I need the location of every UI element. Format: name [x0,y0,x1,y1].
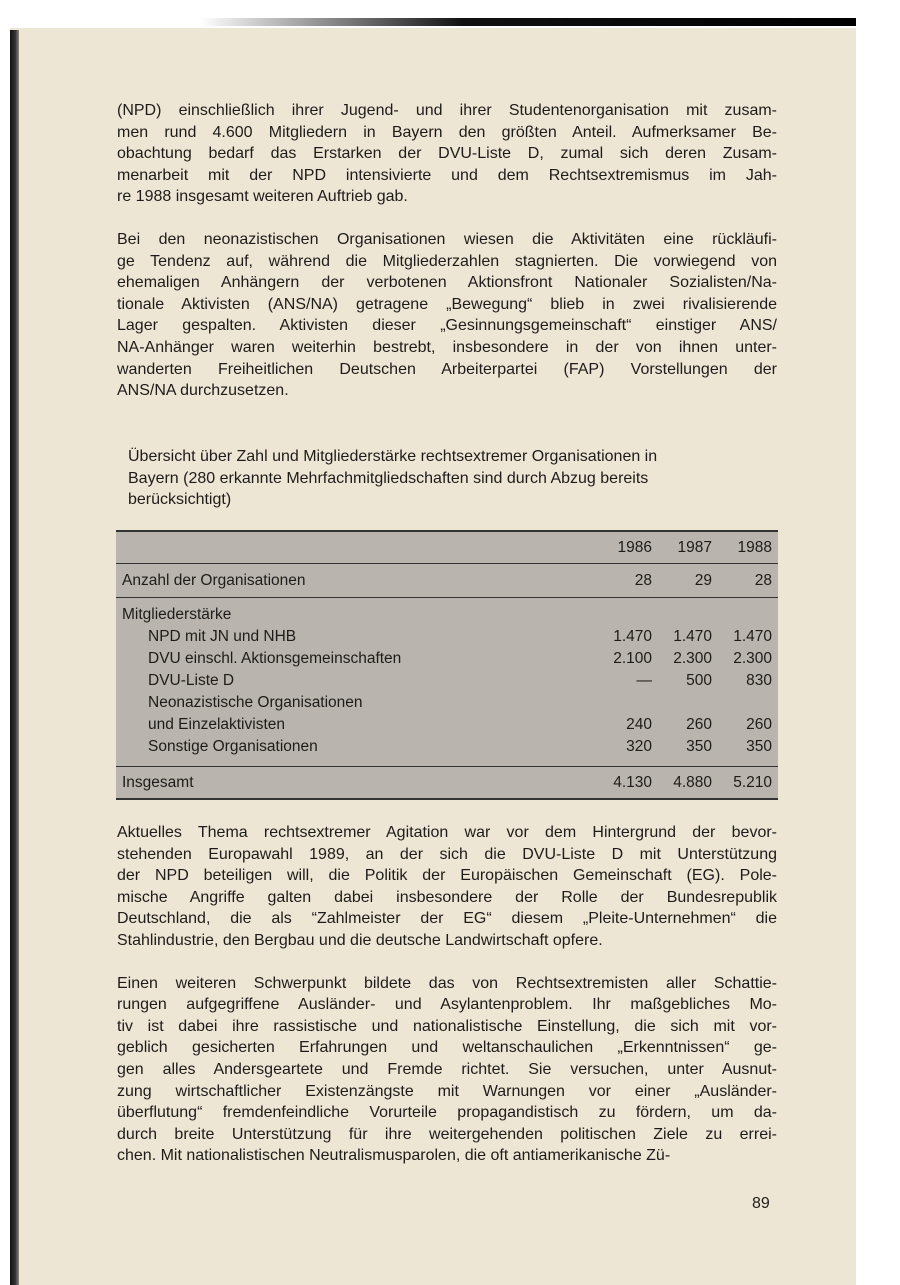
cell: — [636,672,652,689]
section-label-row [116,604,778,626]
table-row [116,563,778,597]
table-row [116,736,778,758]
cell: 350 [686,738,712,755]
text-line: mische Angriffe galten dabei insbesondere der Rolle der Bundesrepublik [117,888,777,906]
cell: 260 [686,716,712,733]
row-label: Anzahl der Organisationen [122,571,306,589]
text-line: überflutung“ fremdenfeindliche Vorurteile propagandistisch zu fördern, um da- [117,1104,777,1122]
text-line: gen alles Andersgeartete und Fremde richtet. Sie versuchen, unter Ausnut- [117,1060,777,1078]
text-line: Lager gespalten. Aktivisten dieser „Gesinnungsgemeinschaft“ einstiger ANS/ [117,317,777,335]
page-top-shadow [200,18,858,26]
paragraph [117,100,777,208]
cell: 28 [634,571,652,589]
table-caption [128,446,768,511]
text-line: der NPD beteiligen will, die Politik der Europäischen Gemeinschaft (EG). Pole- [117,867,777,885]
cell: 2.300 [673,650,712,667]
text-line: ehemaligen Anhängern der verbotenen Aktionsfront Nationaler Sozialisten/Na- [117,274,777,292]
cell: 1.470 [673,628,712,645]
membership-section [116,597,778,766]
year-header: 1987 [677,538,712,556]
page-number: 89 [752,1195,770,1212]
text-line: chen. Mit nationalistischen Neutralismusparolen, die oft antiamerikanische Zü- [117,1147,671,1165]
text-line: stehenden Europawahl 1989, an der sich die DVU-Liste D mit Unterstützung [117,845,777,863]
year-header: 1986 [617,538,652,556]
cell: 4.880 [673,773,712,791]
cell: 4.130 [613,773,652,791]
cell: 29 [694,571,712,589]
row-label: DVU einschl. Aktionsgemeinschaften [148,650,402,667]
cell: 500 [686,672,712,689]
text-line: re 1988 insgesamt weiteren Auftrieb gab. [117,188,408,206]
table-row [116,648,778,670]
cell: 1.470 [613,628,652,645]
cell: 1.470 [733,628,772,645]
cell: 260 [746,716,772,733]
row-label: NPD mit JN und NHB [148,628,297,645]
text-line: Stahlindustrie, den Bergbau und die deutsche Landwirtschaft opfere. [117,931,603,949]
row-label: Insgesamt [122,773,194,791]
text-line: ge Tendenz auf, während die Mitgliederzahlen stagnierten. Die vorwiegend von [117,252,777,270]
text-line: Aktuelles Thema rechtsextremer Agitation war vor dem Hintergrund der bevor- [117,824,777,841]
row-label: DVU-Liste D [148,672,235,689]
text-line: obachtung bedarf das Erstarken der DVU-Liste D, zumal sich deren Zusam- [117,145,777,163]
body-text-bottom [117,822,777,1167]
text-line: durch breite Unterstützung für ihre weitergehenden politischen Ziele zu errei- [117,1125,777,1143]
cell: 830 [746,672,772,689]
table-row [116,626,778,648]
text-line: men rund 4.600 Mitgliedern in Bayern den größten Anteil. Aufmerksamer Be- [117,123,777,141]
paragraph [117,822,777,952]
text-line: wanderten Freiheitlichen Deutschen Arbeiterpartei (FAP) Vorstellungen der [117,360,777,378]
text-line: Deutschland, die als “Zahlmeister der EG“ diesem „Pleite-Unternehmen“ die [117,910,777,928]
table-total-row [116,766,778,798]
text-line: menarbeit mit der NPD intensivierte und dem Rechtsextremismus im Jah- [117,166,777,184]
text-line: rungen aufgegriffene Ausländer- und Asylantenproblem. Ihr maßgebliches Mo- [117,996,777,1014]
text-line: NA-Anhänger waren weiterhin bestrebt, insbesondere in der von ihnen unter- [117,338,777,356]
text-line: Übersicht über Zahl und Mitgliederstärke rechtsextremer Organisationen in [128,448,658,465]
cell: 28 [754,571,772,589]
cell: 2.100 [613,650,652,667]
table-row [116,692,778,714]
cell: 320 [626,738,652,755]
text-line: tiv ist dabei ihre rassistische und nationalistische Einstellung, die sich mit vor- [117,1017,777,1035]
cell: 240 [626,716,652,733]
table-header-row [116,532,778,563]
scan-margin [856,18,900,1285]
row-label: Sonstige Organisationen [148,738,318,755]
text-line: tionale Aktivisten (ANS/NA) getragene „Bewegung“ blieb in zwei rivalisierende [117,295,777,313]
table-row [116,714,778,736]
text-line: Bayern (280 erkannte Mehrfachmitgliedschaften sind durch Abzug bereits [128,469,649,487]
text-line: (NPD) einschließlich ihrer Jugend- und ihrer Studentenorganisation mit zusam- [117,102,777,119]
text-line: ANS/NA durchzusetzen. [117,382,289,400]
text-line: Einen weiteren Schwerpunkt bildete das von Rechtsextremisten aller Schattie- [117,974,777,992]
table-row [116,670,778,692]
text-line: berücksichtigt) [128,491,232,509]
text-line: geblich gesicherten Erfahrungen und weltanschaulichen „Erkenntnissen“ ge- [117,1039,777,1057]
body-text-top [117,100,777,402]
paragraph [117,229,777,402]
year-header: 1988 [737,538,772,556]
paragraph [117,973,777,1167]
cell: 2.300 [733,650,772,667]
row-label: Neonazistische Organisationen [148,694,363,711]
row-label: und Einzelaktivisten [148,716,285,733]
text-line: Bei den neonazistischen Organisationen wiesen die Aktivitäten eine rückläufi- [117,230,777,248]
page-edge-shadow [10,30,19,1285]
cell: 5.210 [733,773,772,791]
cell: 350 [746,738,772,755]
text-line: zung wirtschaftlicher Existenzängste mit Warnungen vor einer „Ausländer- [117,1082,777,1100]
section-label: Mitgliederstärke [122,606,232,623]
statistics-table [116,530,778,800]
